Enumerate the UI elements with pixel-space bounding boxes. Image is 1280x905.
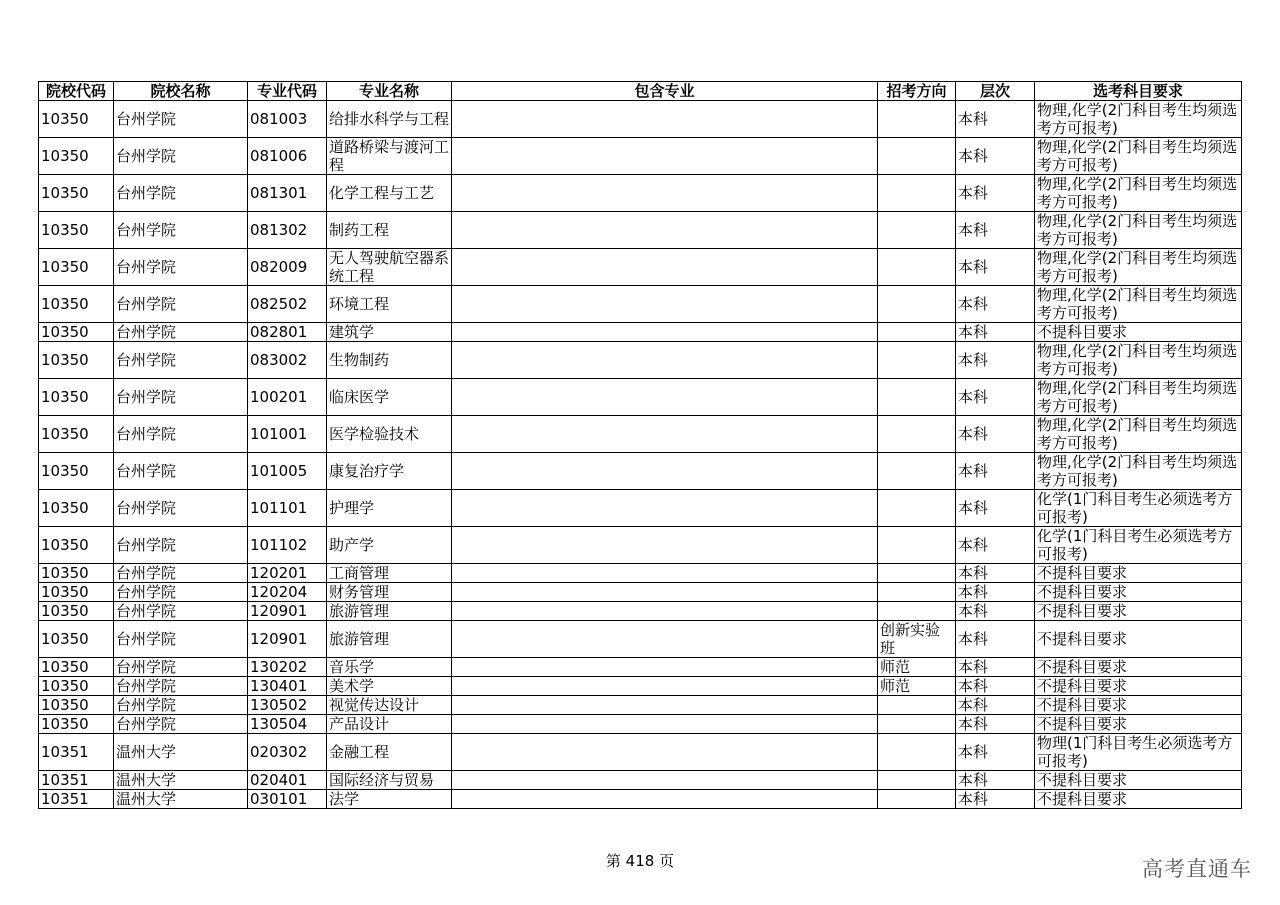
table-row [39, 286, 1242, 323]
table-body [39, 101, 1242, 809]
subject-requirement-cell: 不提科目要求 [1035, 658, 1242, 677]
school-code-cell: 10350 [39, 621, 114, 658]
school-name-cell: 台州学院 [114, 715, 248, 734]
school-name-cell: 台州学院 [114, 416, 248, 453]
school-code-cell: 10350 [39, 323, 114, 342]
direction-cell [878, 175, 956, 212]
included-majors-cell [452, 621, 878, 658]
col-header: 招考方向 [878, 82, 956, 101]
school-code-cell: 10350 [39, 715, 114, 734]
col-header: 专业代码 [248, 82, 327, 101]
subject-requirement-cell: 不提科目要求 [1035, 771, 1242, 790]
major-name-cell: 制药工程 [327, 212, 452, 249]
major-name-cell: 建筑学 [327, 323, 452, 342]
school-code-cell: 10350 [39, 658, 114, 677]
included-majors-cell [452, 658, 878, 677]
major-code-cell: 130401 [248, 677, 327, 696]
level-cell: 本科 [956, 138, 1035, 175]
major-name-cell: 医学检验技术 [327, 416, 452, 453]
table-row [39, 583, 1242, 602]
included-majors-cell [452, 175, 878, 212]
table-row [39, 416, 1242, 453]
major-code-cell: 120901 [248, 602, 327, 621]
direction-cell [878, 286, 956, 323]
level-cell: 本科 [956, 453, 1035, 490]
subject-requirement-cell: 物理,化学(2门科目考生均须选考方可报考) [1035, 379, 1242, 416]
col-header: 院校名称 [114, 82, 248, 101]
major-code-cell: 081302 [248, 212, 327, 249]
level-cell: 本科 [956, 677, 1035, 696]
school-code-cell: 10350 [39, 342, 114, 379]
major-code-cell: 083002 [248, 342, 327, 379]
included-majors-cell [452, 696, 878, 715]
table-row [39, 771, 1242, 790]
table-row [39, 101, 1242, 138]
major-name-cell: 旅游管理 [327, 621, 452, 658]
school-code-cell: 10350 [39, 527, 114, 564]
level-cell: 本科 [956, 249, 1035, 286]
included-majors-cell [452, 286, 878, 323]
school-code-cell: 10351 [39, 734, 114, 771]
direction-cell [878, 734, 956, 771]
major-code-cell: 081003 [248, 101, 327, 138]
subject-requirement-cell: 不提科目要求 [1035, 790, 1242, 809]
school-code-cell: 10350 [39, 212, 114, 249]
table-row [39, 342, 1242, 379]
table-row [39, 379, 1242, 416]
direction-cell [878, 323, 956, 342]
major-name-cell: 音乐学 [327, 658, 452, 677]
subject-requirement-cell: 不提科目要求 [1035, 621, 1242, 658]
table-row [39, 490, 1242, 527]
level-cell: 本科 [956, 490, 1035, 527]
major-name-cell: 美术学 [327, 677, 452, 696]
direction-cell [878, 342, 956, 379]
table-row [39, 323, 1242, 342]
table-row [39, 715, 1242, 734]
included-majors-cell [452, 715, 878, 734]
level-cell: 本科 [956, 564, 1035, 583]
school-code-cell: 10350 [39, 249, 114, 286]
school-name-cell: 台州学院 [114, 602, 248, 621]
subject-requirement-cell: 不提科目要求 [1035, 564, 1242, 583]
direction-cell [878, 583, 956, 602]
level-cell: 本科 [956, 602, 1035, 621]
major-code-cell: 082502 [248, 286, 327, 323]
major-name-cell: 国际经济与贸易 [327, 771, 452, 790]
major-code-cell: 020401 [248, 771, 327, 790]
school-name-cell: 台州学院 [114, 564, 248, 583]
subject-requirement-cell: 不提科目要求 [1035, 583, 1242, 602]
included-majors-cell [452, 342, 878, 379]
major-code-cell: 120204 [248, 583, 327, 602]
major-name-cell: 临床医学 [327, 379, 452, 416]
major-name-cell: 金融工程 [327, 734, 452, 771]
school-code-cell: 10350 [39, 677, 114, 696]
direction-cell [878, 490, 956, 527]
level-cell: 本科 [956, 715, 1035, 734]
table-row [39, 175, 1242, 212]
level-cell: 本科 [956, 527, 1035, 564]
included-majors-cell [452, 583, 878, 602]
level-cell: 本科 [956, 658, 1035, 677]
included-majors-cell [452, 602, 878, 621]
school-name-cell: 台州学院 [114, 696, 248, 715]
table-row [39, 212, 1242, 249]
table-row [39, 734, 1242, 771]
level-cell: 本科 [956, 583, 1035, 602]
school-code-cell: 10350 [39, 583, 114, 602]
subject-requirement-cell: 不提科目要求 [1035, 696, 1242, 715]
direction-cell: 创新实验班 [878, 621, 956, 658]
direction-cell [878, 138, 956, 175]
table-row [39, 696, 1242, 715]
major-code-cell: 120901 [248, 621, 327, 658]
school-code-cell: 10350 [39, 453, 114, 490]
subject-requirement-cell: 化学(1门科目考生必须选考方可报考) [1035, 490, 1242, 527]
major-name-cell: 财务管理 [327, 583, 452, 602]
school-code-cell: 10350 [39, 175, 114, 212]
school-name-cell: 台州学院 [114, 212, 248, 249]
subject-requirement-cell: 物理,化学(2门科目考生均须选考方可报考) [1035, 286, 1242, 323]
subject-requirement-cell: 不提科目要求 [1035, 677, 1242, 696]
major-code-cell: 101101 [248, 490, 327, 527]
school-name-cell: 温州大学 [114, 734, 248, 771]
major-code-cell: 130502 [248, 696, 327, 715]
major-name-cell: 无人驾驶航空器系统工程 [327, 249, 452, 286]
school-code-cell: 10350 [39, 138, 114, 175]
subject-requirement-cell: 物理,化学(2门科目考生均须选考方可报考) [1035, 249, 1242, 286]
major-name-cell: 道路桥梁与渡河工程 [327, 138, 452, 175]
direction-cell [878, 379, 956, 416]
subject-requirement-cell: 物理,化学(2门科目考生均须选考方可报考) [1035, 212, 1242, 249]
table-header-row [39, 82, 1242, 101]
direction-cell [878, 527, 956, 564]
subject-requirement-cell: 物理(1门科目考生必须选考方可报考) [1035, 734, 1242, 771]
school-name-cell: 台州学院 [114, 490, 248, 527]
major-name-cell: 环境工程 [327, 286, 452, 323]
direction-cell [878, 715, 956, 734]
subject-requirement-cell: 物理,化学(2门科目考生均须选考方可报考) [1035, 342, 1242, 379]
major-name-cell: 助产学 [327, 527, 452, 564]
major-name-cell: 法学 [327, 790, 452, 809]
included-majors-cell [452, 379, 878, 416]
major-code-cell: 120201 [248, 564, 327, 583]
school-code-cell: 10350 [39, 490, 114, 527]
major-name-cell: 旅游管理 [327, 602, 452, 621]
major-code-cell: 101102 [248, 527, 327, 564]
school-code-cell: 10350 [39, 379, 114, 416]
included-majors-cell [452, 490, 878, 527]
major-name-cell: 康复治疗学 [327, 453, 452, 490]
included-majors-cell [452, 323, 878, 342]
major-code-cell: 081006 [248, 138, 327, 175]
school-code-cell: 10351 [39, 790, 114, 809]
direction-cell [878, 602, 956, 621]
direction-cell [878, 416, 956, 453]
subject-requirement-cell: 物理,化学(2门科目考生均须选考方可报考) [1035, 453, 1242, 490]
school-name-cell: 台州学院 [114, 101, 248, 138]
direction-cell: 师范 [878, 658, 956, 677]
major-code-cell: 082801 [248, 323, 327, 342]
included-majors-cell [452, 249, 878, 286]
included-majors-cell [452, 416, 878, 453]
level-cell: 本科 [956, 771, 1035, 790]
major-code-cell: 082009 [248, 249, 327, 286]
school-name-cell: 台州学院 [114, 342, 248, 379]
major-name-cell: 视觉传达设计 [327, 696, 452, 715]
school-name-cell: 台州学院 [114, 453, 248, 490]
subject-requirement-cell: 物理,化学(2门科目考生均须选考方可报考) [1035, 101, 1242, 138]
level-cell: 本科 [956, 621, 1035, 658]
school-code-cell: 10350 [39, 416, 114, 453]
level-cell: 本科 [956, 101, 1035, 138]
level-cell: 本科 [956, 416, 1035, 453]
included-majors-cell [452, 734, 878, 771]
direction-cell [878, 453, 956, 490]
school-name-cell: 台州学院 [114, 323, 248, 342]
direction-cell [878, 212, 956, 249]
major-name-cell: 产品设计 [327, 715, 452, 734]
major-code-cell: 020302 [248, 734, 327, 771]
school-name-cell: 台州学院 [114, 658, 248, 677]
subject-requirement-cell: 物理,化学(2门科目考生均须选考方可报考) [1035, 138, 1242, 175]
major-name-cell: 给排水科学与工程 [327, 101, 452, 138]
table-row [39, 527, 1242, 564]
school-name-cell: 台州学院 [114, 379, 248, 416]
school-name-cell: 台州学院 [114, 621, 248, 658]
subject-requirement-cell: 物理,化学(2门科目考生均须选考方可报考) [1035, 175, 1242, 212]
major-code-cell: 130202 [248, 658, 327, 677]
direction-cell [878, 771, 956, 790]
table-row [39, 249, 1242, 286]
col-header: 包含专业 [452, 82, 878, 101]
major-code-cell: 081301 [248, 175, 327, 212]
included-majors-cell [452, 771, 878, 790]
table-row [39, 677, 1242, 696]
school-code-cell: 10350 [39, 564, 114, 583]
level-cell: 本科 [956, 286, 1035, 323]
school-name-cell: 台州学院 [114, 527, 248, 564]
col-header: 选考科目要求 [1035, 82, 1242, 101]
school-code-cell: 10350 [39, 286, 114, 323]
school-name-cell: 台州学院 [114, 138, 248, 175]
table-row [39, 658, 1242, 677]
table-row [39, 564, 1242, 583]
major-name-cell: 工商管理 [327, 564, 452, 583]
direction-cell [878, 101, 956, 138]
school-code-cell: 10350 [39, 602, 114, 621]
major-name-cell: 护理学 [327, 490, 452, 527]
major-code-cell: 030101 [248, 790, 327, 809]
major-code-cell: 101005 [248, 453, 327, 490]
school-name-cell: 台州学院 [114, 249, 248, 286]
direction-cell [878, 249, 956, 286]
subject-requirement-cell: 不提科目要求 [1035, 602, 1242, 621]
included-majors-cell [452, 138, 878, 175]
school-code-cell: 10350 [39, 696, 114, 715]
level-cell: 本科 [956, 323, 1035, 342]
level-cell: 本科 [956, 342, 1035, 379]
level-cell: 本科 [956, 696, 1035, 715]
table-row [39, 453, 1242, 490]
included-majors-cell [452, 101, 878, 138]
col-header: 层次 [956, 82, 1035, 101]
school-name-cell: 台州学院 [114, 677, 248, 696]
included-majors-cell [452, 453, 878, 490]
subject-requirement-cell: 物理,化学(2门科目考生均须选考方可报考) [1035, 416, 1242, 453]
level-cell: 本科 [956, 734, 1035, 771]
table-row [39, 602, 1242, 621]
included-majors-cell [452, 564, 878, 583]
page-number: 第 418 页 [605, 852, 675, 870]
level-cell: 本科 [956, 790, 1035, 809]
direction-cell [878, 696, 956, 715]
major-name-cell: 化学工程与工艺 [327, 175, 452, 212]
school-name-cell: 温州大学 [114, 790, 248, 809]
level-cell: 本科 [956, 175, 1035, 212]
subject-requirement-cell: 不提科目要求 [1035, 323, 1242, 342]
school-name-cell: 台州学院 [114, 583, 248, 602]
table-row [39, 790, 1242, 809]
major-code-cell: 130504 [248, 715, 327, 734]
col-header: 院校代码 [39, 82, 114, 101]
col-header: 专业名称 [327, 82, 452, 101]
direction-cell [878, 564, 956, 583]
table-row [39, 621, 1242, 658]
table-row [39, 138, 1242, 175]
subject-requirement-cell: 不提科目要求 [1035, 715, 1242, 734]
direction-cell [878, 790, 956, 809]
included-majors-cell [452, 790, 878, 809]
school-name-cell: 温州大学 [114, 771, 248, 790]
included-majors-cell [452, 212, 878, 249]
school-name-cell: 台州学院 [114, 286, 248, 323]
included-majors-cell [452, 527, 878, 564]
level-cell: 本科 [956, 212, 1035, 249]
major-code-cell: 100201 [248, 379, 327, 416]
level-cell: 本科 [956, 379, 1035, 416]
school-name-cell: 台州学院 [114, 175, 248, 212]
included-majors-cell [452, 677, 878, 696]
direction-cell: 师范 [878, 677, 956, 696]
school-code-cell: 10350 [39, 101, 114, 138]
school-code-cell: 10351 [39, 771, 114, 790]
watermark-text: 高考直通车 [1142, 857, 1252, 881]
admission-table [38, 81, 1242, 809]
major-name-cell: 生物制药 [327, 342, 452, 379]
subject-requirement-cell: 化学(1门科目考生必须选考方可报考) [1035, 527, 1242, 564]
major-code-cell: 101001 [248, 416, 327, 453]
